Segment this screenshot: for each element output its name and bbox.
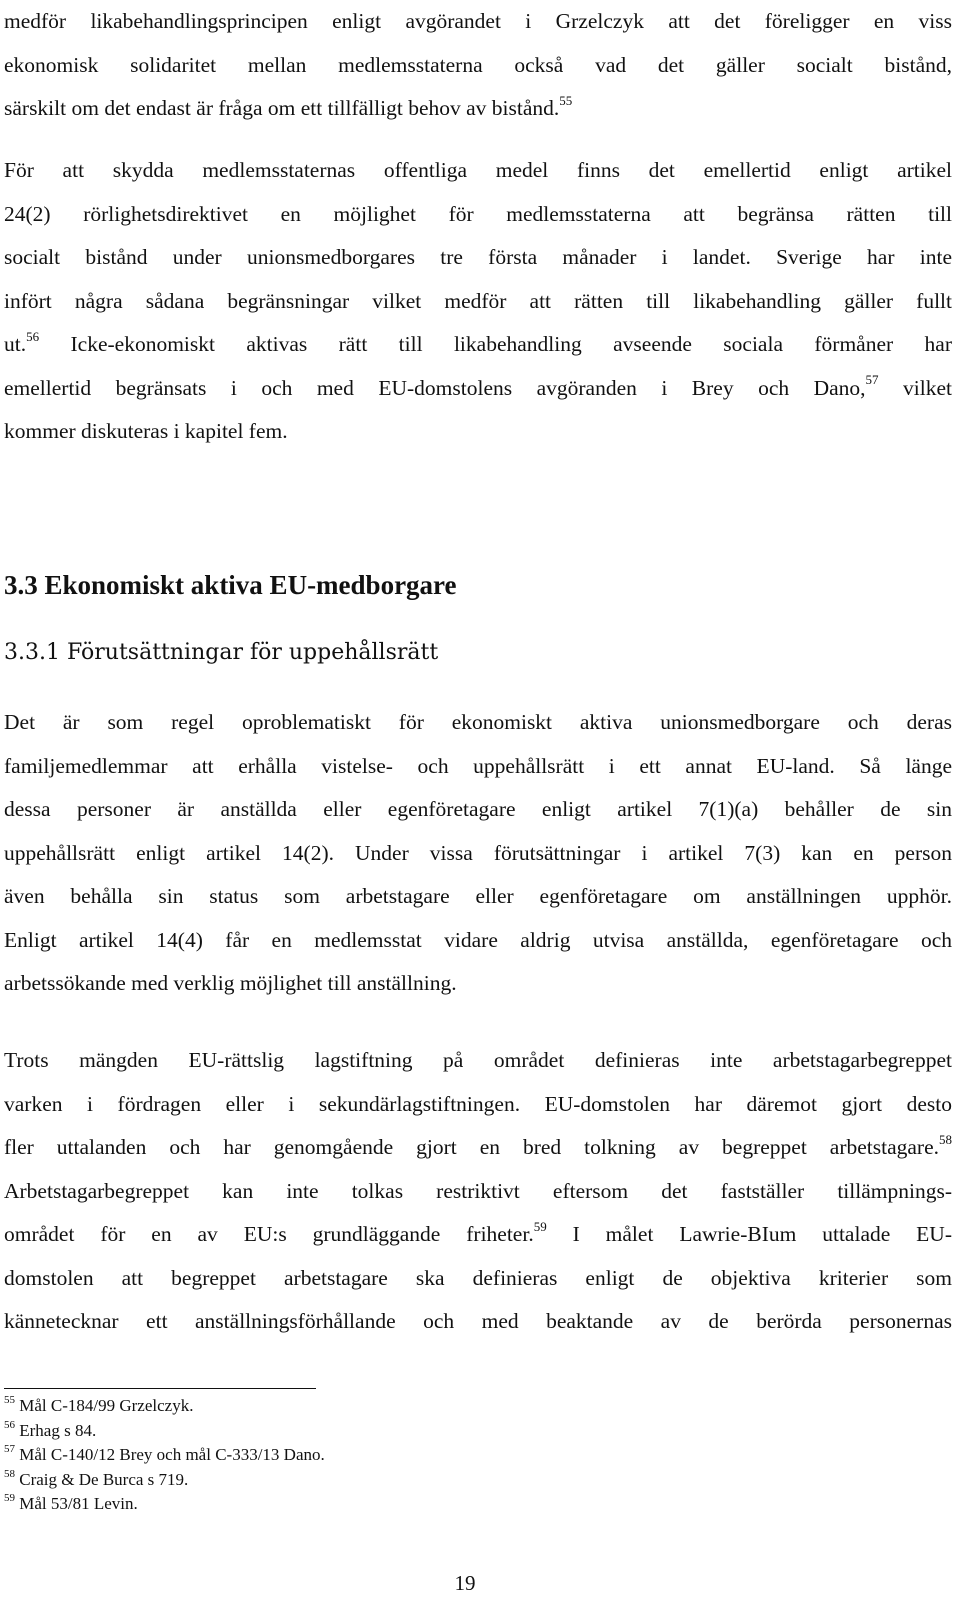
text-line <box>4 1213 952 1257</box>
footnote-number: 57 <box>4 1443 15 1456</box>
text-line: domstolen att begreppet arbetstagare ska definieras enligt de objektiva kriterier som <box>4 1265 952 1290</box>
footnote-number: 59 <box>4 1492 15 1505</box>
text-fragment: I målet Lawrie-BIum uttalade EU- <box>546 1222 952 1246</box>
text-line <box>4 367 952 411</box>
text-line: arbetssökande med verklig möjlighet till anställning. <box>4 971 457 995</box>
text-line: socialt bistånd under unionsmedborgares tre första månader i landet. Sverige har inte <box>4 245 952 269</box>
footnote-number: 56 <box>4 1418 15 1431</box>
text-line: familjemedlemmar att erhålla vistelse- och uppehållsrätt i ett annat EU-land. Så länge <box>4 753 952 778</box>
footnote-text: Craig & De Burca s 719. <box>19 1469 189 1489</box>
text-line: 24(2) rörlighetsdirektivet en möjlighet för medlemsstaterna att begränsa rätten till <box>4 201 952 226</box>
text-line: kännetecknar ett anställningsförhållande och med beaktande av de berörda personernas <box>4 1309 952 1333</box>
paragraph-4 <box>4 1039 952 1344</box>
text-fragment: ut. <box>4 332 27 356</box>
footnote-text: Erhag s 84. <box>19 1420 97 1440</box>
text-line <box>4 87 952 131</box>
text-line <box>4 1126 952 1170</box>
text-line: infört några sådana begränsningar vilket medför att rätten till likabehandling gäller fullt <box>4 288 952 313</box>
text-fragment: emellertid begränsats i och med EU-domstolens avgöranden i Brey och Dano, <box>4 375 866 400</box>
footnote <box>4 1419 325 1444</box>
paragraph-1 <box>4 0 952 131</box>
footnote-ref: 57 <box>865 372 879 388</box>
footnote-divider <box>4 1388 316 1389</box>
subsection-heading: 3.3.1 Förutsättningar för uppehållsrätt <box>4 640 439 665</box>
text-line: dessa personer är anställda eller egenföretagare enligt artikel 7(1)(a) behåller de sin <box>4 797 952 821</box>
footnote-ref: 56 <box>26 328 40 344</box>
text-line: medför likabehandlingsprincipen enligt avgörandet i Grzelczyk att det föreligger en viss <box>4 9 952 33</box>
footnote <box>4 1443 325 1468</box>
text-fragment: området för en av EU:s grundläggande friheter. <box>4 1222 534 1246</box>
footnote <box>4 1468 325 1493</box>
footnote-text: Mål 53/81 Levin. <box>19 1494 138 1513</box>
footnote <box>4 1394 325 1419</box>
text-line: Arbetstagarbegreppet kan inte tolkas restriktivt eftersom det fastställer tillämpnings- <box>4 1178 952 1203</box>
text-fragment: särskilt om det endast är fråga om ett tillfälligt behov av bistånd. <box>4 96 560 120</box>
text-line: Trots mängden EU-rättslig lagstiftning på området definieras inte arbetstagarbegreppet <box>4 1048 952 1072</box>
page-number: 19 <box>454 1571 476 1595</box>
text-fragment: vilket <box>878 375 952 400</box>
text-fragment: fler uttalanden och har genomgående gjort en bred tolkning av begreppet arbetstagare. <box>4 1135 939 1159</box>
text-line: kommer diskuteras i kapitel fem. <box>4 419 288 443</box>
footnote-text: Mål C-184/99 Grzelczyk. <box>19 1396 194 1415</box>
text-line: Det är som regel oproblematiskt för ekonomiskt aktiva unionsmedborgare och deras <box>4 710 952 734</box>
footnote-number: 58 <box>4 1467 15 1480</box>
text-line: ekonomisk solidaritet mellan medlemsstaterna också vad det gäller socialt bistånd, <box>4 52 952 77</box>
text-line: uppehållsrätt enligt artikel 14(2). Under vissa förutsättningar i artikel 7(3) kan en person <box>4 840 952 865</box>
paragraph-3 <box>4 701 952 1006</box>
footnote-ref: 58 <box>939 1131 952 1147</box>
text-line: även behålla sin status som arbetstagare eller egenföretagare om anställningen upphör. <box>4 884 952 908</box>
section-heading: 3.3 Ekonomiskt aktiva EU-medborgare <box>4 570 457 600</box>
text-line: varken i fördragen eller i sekundärlagstiftningen. EU-domstolen har däremot gjort desto <box>4 1091 952 1116</box>
footnote-ref: 59 <box>533 1218 547 1234</box>
footnote-number: 55 <box>4 1394 15 1407</box>
text-line: För att skydda medlemsstaternas offentliga medel finns det emellertid enligt artikel <box>4 158 952 182</box>
footnote <box>4 1492 325 1517</box>
footnotes <box>4 1394 325 1517</box>
text-fragment: Icke-ekonomiskt aktivas rätt till likabehandling avseende sociala förmåner har <box>39 332 952 356</box>
footnote-ref: 55 <box>559 92 573 108</box>
paragraph-2 <box>4 149 952 454</box>
footnote-text: Mål C-140/12 Brey och mål C-333/13 Dano. <box>19 1445 325 1464</box>
text-line <box>4 323 952 367</box>
text-line: Enligt artikel 14(4) får en medlemsstat vidare aldrig utvisa anställda, egenföretagare och <box>4 927 952 952</box>
